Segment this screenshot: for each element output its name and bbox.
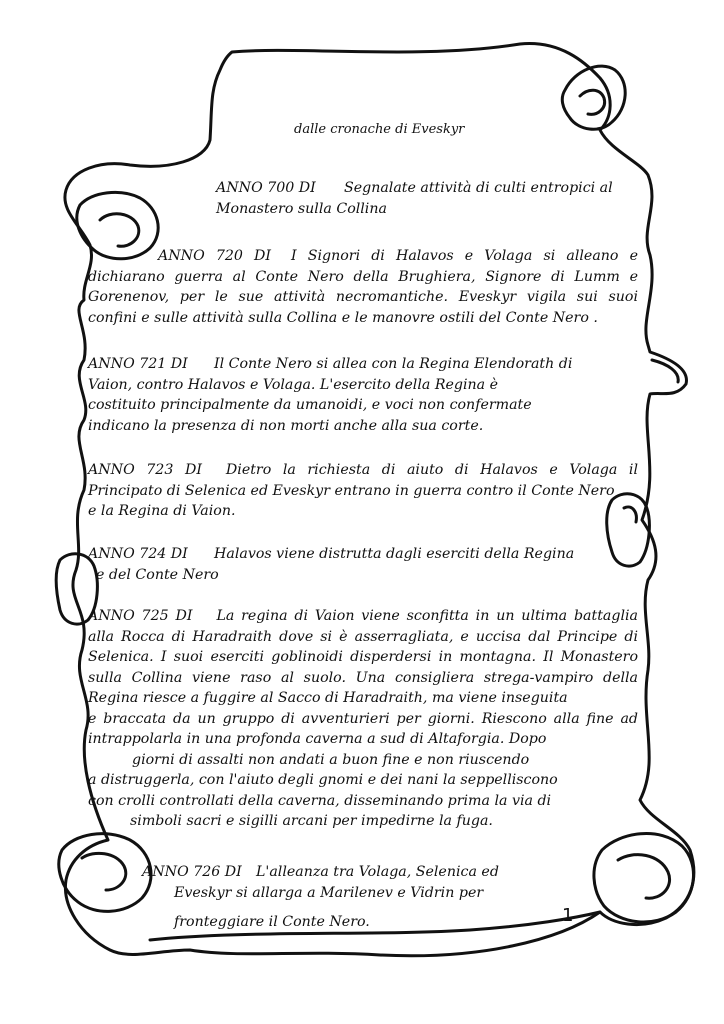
entry-line: Regina riesce a fuggire al Sacco di Haradraith, ma viene inseguita	[88, 690, 568, 706]
entry-724	[88, 544, 574, 585]
scroll-roll-top-right	[562, 66, 625, 129]
entry-line: Segnalate attività di culti entropici al	[344, 180, 613, 196]
scroll-roll-bottom-left	[59, 834, 151, 912]
scroll-roll-bottom-right	[594, 834, 694, 923]
entry-720	[88, 246, 638, 328]
entry-line: alla Rocca di Haradraith dove si è asserragliata, e uccisa dal Principe di	[88, 628, 638, 645]
entry-line: Monastero sulla Collina	[216, 200, 387, 217]
entry-line: La regina di Vaion viene sconfitta in un ultima battaglia	[216, 608, 638, 624]
entry-721	[88, 354, 572, 436]
entry-line: Halavos viene distrutta dagli eserciti della Regina	[214, 546, 575, 562]
entry-line: simboli sacri e sigilli arcani per impedirne la fuga.	[130, 813, 493, 829]
entry-line: giorni di assalti non andati a buon fine e non riuscendo	[132, 751, 530, 768]
entry-line: e la Regina di Vaion.	[88, 503, 236, 519]
entry-year: ANNO 725 DI	[88, 608, 193, 624]
entry-line: dichiarano guerra al Conte Nero della Brughiera, Signore di Lumm e	[88, 268, 638, 285]
entry-726-last-line: fronteggiare il Conte Nero.	[174, 914, 370, 930]
entry-year: ANNO 700 DI	[216, 180, 316, 196]
entry-line: intrappolarla in una profonda caverna a sud di Altaforgia. Dopo	[88, 731, 547, 747]
entry-line-row	[88, 246, 638, 267]
entry-726	[142, 862, 499, 903]
entry-line: con crolli controllati della caverna, disseminando prima la via di	[88, 792, 552, 809]
entry-line: e del Conte Nero	[96, 566, 219, 583]
entry-line: sulla Collina viene raso al suolo. Una consigliera strega-vampiro della	[88, 669, 638, 686]
entry-line: Il Conte Nero si allea con la Regina Elendorath di	[214, 356, 573, 372]
entry-line: a distruggerla, con l'aiuto degli gnomi e dei nani la seppelliscono	[88, 772, 558, 788]
entry-line: e braccata da un gruppo di avventurieri per giorni. Riescono alla fine ad	[88, 710, 638, 727]
entry-723	[88, 460, 638, 522]
entry-line-row	[88, 606, 638, 627]
entry-725	[88, 606, 638, 832]
page-number: 1	[562, 905, 574, 926]
entry-year: ANNO 724 DI	[88, 546, 188, 562]
entry-line: Eveskyr si allarga a Marilenev e Vidrin per	[174, 884, 484, 901]
entry-line: indicano la presenza di non morti anche alla sua corte.	[88, 417, 484, 434]
entry-year: ANNO 720 DI	[158, 248, 272, 264]
entry-700	[216, 178, 613, 219]
entry-year: ANNO 726 DI	[142, 864, 242, 880]
entry-line: I Signori di Halavos e Volaga si alleano e	[291, 248, 638, 264]
entry-line: L'alleanza tra Volaga, Selenica ed	[256, 864, 499, 880]
entry-line: Dietro la richiesta di aiuto di Halavos e Volaga il	[225, 462, 638, 478]
entry-line: Vaion, contro Halavos e Volaga. L'esercito della Regina è	[88, 376, 499, 393]
chronicle-header: dalle cronache di Eveskyr	[294, 122, 465, 137]
entry-year: ANNO 723 DI	[88, 462, 202, 478]
entry-line: Selenica. I suoi eserciti goblinoidi disperdersi in montagna. Il Monastero	[88, 649, 638, 665]
entry-year: ANNO 721 DI	[88, 356, 188, 372]
entry-line: Principato di Selenica ed Eveskyr entrano in guerra contro il Conte Nero	[88, 482, 615, 499]
entry-line-row	[88, 460, 638, 481]
entry-line: Gorenenov, per le sue attività necromantiche. Eveskyr vigila sui suoi	[88, 289, 638, 305]
entry-line: confini e sulle attività sulla Collina e le manovre ostili del Conte Nero .	[88, 309, 598, 326]
entry-line: costituito principalmente da umanoidi, e voci non confermate	[88, 397, 532, 413]
